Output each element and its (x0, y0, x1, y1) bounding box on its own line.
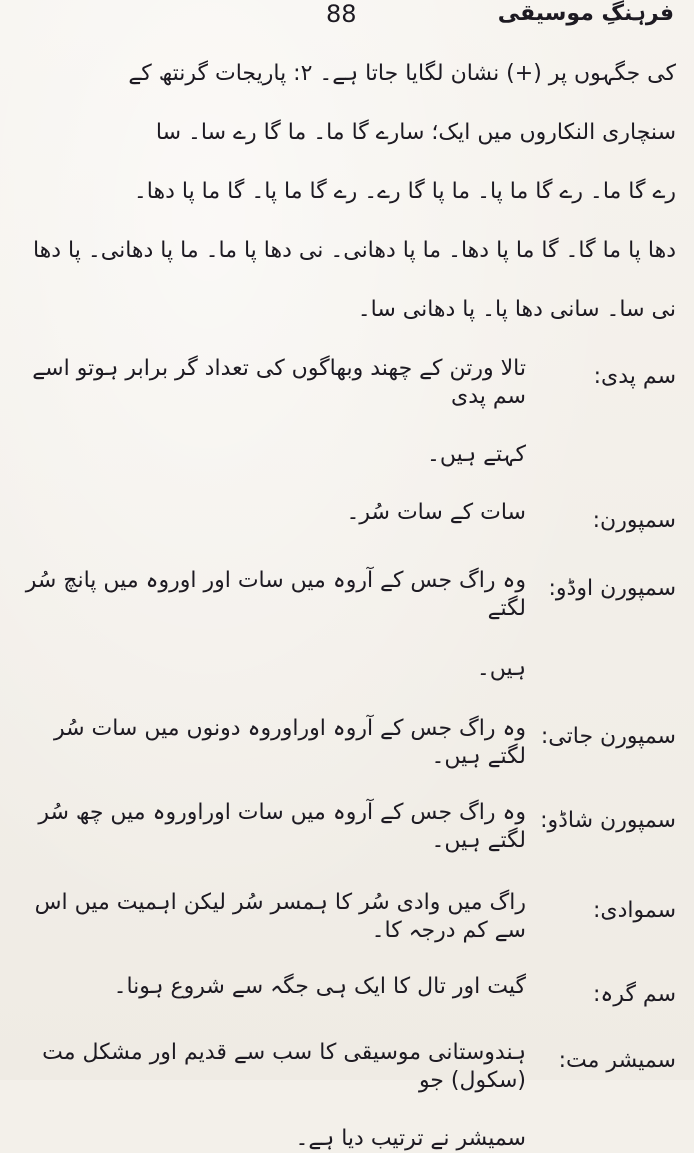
page-header (0, 0, 694, 40)
entry-definition (18, 715, 526, 771)
entry-term: سمپورن اوڈو: (548, 576, 676, 601)
definition-line: ہیں۔ (476, 656, 526, 681)
definition-line: سمیشر نے ترتیب دیا ہے۔ (295, 1126, 526, 1151)
definition-line: تالا ورتن کے چھند وبھاگوں کی تعداد گر برابر ہوتو اسے سم پدی (32, 356, 526, 409)
intro-paragraph (18, 60, 676, 324)
entry-definition (18, 799, 526, 855)
glossary-entry (18, 889, 676, 945)
glossary-entry (18, 715, 676, 771)
dictionary-content (18, 60, 676, 1153)
intro-line: سنچاری النکاروں میں ایک؛ سارے گا ما۔ ما گا رے سا۔ سا (155, 120, 676, 145)
intro-line: دھا پا ما گا۔ گا ما پا دھا۔ ما پا دھانی۔ نی دھا پا ما۔ ما پا دھانی۔ پا دھا (32, 238, 676, 263)
glossary-entry (18, 499, 676, 535)
entry-term: سم پدی: (593, 364, 676, 389)
entry-term: سمپورن: (592, 508, 676, 533)
glossary-entry (18, 1039, 676, 1153)
glossary-entry (18, 799, 676, 855)
definition-line: وہ راگ جس کے آروہ میں سات اوراوروہ میں چھ سُر لگتے ہیں۔ (38, 800, 526, 853)
running-title: فرہنگِ موسیقی (497, 1, 674, 26)
entry-definition (18, 973, 526, 1001)
definition-line: ہندوستانی موسیقی کا سب سے قدیم اور مشکل مت (سکول) جو (42, 1040, 526, 1093)
entry-definition (18, 499, 526, 527)
entry-definition (18, 1039, 526, 1153)
entry-term: سمیشر مت: (558, 1048, 676, 1073)
definition-line: وہ راگ جس کے آروہ اوراوروہ دونوں میں سات سُر لگتے ہیں۔ (53, 716, 526, 769)
page-number: 88 (326, 0, 357, 28)
entry-definition (18, 355, 526, 469)
definition-line: راگ میں وادی سُر کا ہمسر سُر لیکن اہمیت میں اس سے کم درجہ کا۔ (34, 890, 526, 943)
intro-line: نی سا۔ سانی دھا پا۔ پا دھانی سا۔ (357, 297, 676, 322)
glossary-entry (18, 567, 676, 683)
entry-term: سمپورن جاتی: (540, 724, 676, 749)
glossary-entry (18, 973, 676, 1009)
definition-line: گیت اور تال کا ایک ہی جگہ سے شروع ہونا۔ (113, 974, 526, 999)
definition-line: وہ راگ جس کے آروہ میں سات اور اوروہ میں پانچ سُر لگتے (25, 568, 526, 621)
definition-line: سات کے سات سُر۔ (346, 500, 526, 525)
glossary-entry (18, 355, 676, 469)
entry-definition (18, 889, 526, 945)
entry-term: سم گرہ: (593, 982, 676, 1007)
entry-definition (18, 567, 526, 683)
intro-line: رے گا ما۔ رے گا ما پا۔ ما پا گا رے۔ رے گا ما پا۔ گا ما پا دھا۔ (133, 179, 676, 204)
entry-term: سمپورن شاڈو: (540, 808, 676, 833)
entry-term: سموادی: (592, 898, 676, 923)
definition-line: کہتے ہیں۔ (426, 442, 526, 467)
intro-line: کی جگہوں پر (+) نشان لگایا جاتا ہے۔ ۲: پاریجات گرنتھ کے (128, 61, 676, 86)
